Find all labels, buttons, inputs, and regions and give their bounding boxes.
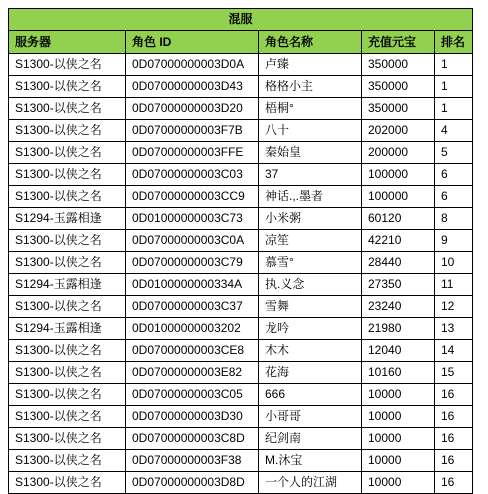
rank-cell: 4	[435, 120, 473, 142]
role-id-cell: 0D07000000003C0A	[126, 230, 259, 252]
role-name-cell: 秦始皇	[259, 142, 362, 164]
role-id-cell: 0D01000000003202	[126, 318, 259, 340]
server-cell: S1300-以侠之名	[9, 120, 126, 142]
recharge-cell: 10000	[362, 472, 435, 494]
role-name-cell: 小米粥	[259, 208, 362, 230]
table-row	[9, 98, 473, 120]
role-name-cell: 格格小主	[259, 76, 362, 98]
table-title: 混服	[9, 9, 473, 31]
recharge-cell: 10000	[362, 450, 435, 472]
recharge-cell: 200000	[362, 142, 435, 164]
server-cell: S1300-以侠之名	[9, 362, 126, 384]
recharge-cell: 10000	[362, 406, 435, 428]
rank-cell: 16	[435, 472, 473, 494]
ranking-table	[8, 8, 473, 494]
table-row	[9, 186, 473, 208]
role-name-cell: 卢臻	[259, 54, 362, 76]
recharge-cell: 12040	[362, 340, 435, 362]
server-cell: S1300-以侠之名	[9, 406, 126, 428]
rank-cell: 5	[435, 142, 473, 164]
table-row	[9, 230, 473, 252]
role-id-cell: 0D07000000003D8D	[126, 472, 259, 494]
table-row	[9, 362, 473, 384]
role-name-cell: 神话.,.墨者	[259, 186, 362, 208]
recharge-cell: 21980	[362, 318, 435, 340]
recharge-cell: 10000	[362, 384, 435, 406]
header-server: 服务器	[9, 31, 126, 54]
recharge-cell: 350000	[362, 76, 435, 98]
role-name-cell: 凉笙	[259, 230, 362, 252]
role-name-cell: 执.义念	[259, 274, 362, 296]
rank-cell: 16	[435, 406, 473, 428]
role-name-cell: 龙吟	[259, 318, 362, 340]
table-row	[9, 76, 473, 98]
server-cell: S1294-玉露相逢	[9, 208, 126, 230]
server-cell: S1300-以侠之名	[9, 472, 126, 494]
table-row	[9, 274, 473, 296]
rank-cell: 10	[435, 252, 473, 274]
table-row	[9, 120, 473, 142]
title-row	[9, 9, 473, 31]
table-row	[9, 340, 473, 362]
role-id-cell: 0D07000000003C03	[126, 164, 259, 186]
role-id-cell: 0D07000000003F7B	[126, 120, 259, 142]
role-id-cell: 0D07000000003C8D	[126, 428, 259, 450]
server-cell: S1294-玉露相逢	[9, 274, 126, 296]
server-cell: S1300-以侠之名	[9, 384, 126, 406]
server-cell: S1300-以侠之名	[9, 76, 126, 98]
server-cell: S1300-以侠之名	[9, 98, 126, 120]
role-id-cell: 0D07000000003E82	[126, 362, 259, 384]
role-name-cell: 雪舞	[259, 296, 362, 318]
server-cell: S1300-以侠之名	[9, 252, 126, 274]
role-id-cell: 0D07000000003D43	[126, 76, 259, 98]
rank-cell: 6	[435, 164, 473, 186]
role-id-cell: 0D07000000003D0A	[126, 54, 259, 76]
role-id-cell: 0D01000000003C73	[126, 208, 259, 230]
header-role-name: 角色名称	[259, 31, 362, 54]
recharge-cell: 10000	[362, 428, 435, 450]
role-name-cell: M.沐宝	[259, 450, 362, 472]
server-cell: S1300-以侠之名	[9, 142, 126, 164]
server-cell: S1294-玉露相逢	[9, 318, 126, 340]
rank-cell: 14	[435, 340, 473, 362]
server-cell: S1300-以侠之名	[9, 186, 126, 208]
role-id-cell: 0D07000000003C79	[126, 252, 259, 274]
rank-cell: 9	[435, 230, 473, 252]
role-id-cell: 0D07000000003CE8	[126, 340, 259, 362]
rank-cell: 8	[435, 208, 473, 230]
rank-cell: 13	[435, 318, 473, 340]
recharge-cell: 350000	[362, 54, 435, 76]
server-cell: S1300-以侠之名	[9, 450, 126, 472]
recharge-cell: 42210	[362, 230, 435, 252]
role-name-cell: 纪剑南	[259, 428, 362, 450]
role-name-cell: 花海	[259, 362, 362, 384]
recharge-cell: 350000	[362, 98, 435, 120]
recharge-cell: 10160	[362, 362, 435, 384]
table-row	[9, 142, 473, 164]
header-row	[9, 31, 473, 54]
header-role-id: 角色 ID	[126, 31, 259, 54]
table-row	[9, 428, 473, 450]
rank-cell: 15	[435, 362, 473, 384]
server-cell: S1300-以侠之名	[9, 296, 126, 318]
role-name-cell: 666	[259, 384, 362, 406]
rank-cell: 12	[435, 296, 473, 318]
table-row	[9, 164, 473, 186]
role-name-cell: 一个人的江湖	[259, 472, 362, 494]
table-row	[9, 450, 473, 472]
rank-cell: 1	[435, 54, 473, 76]
role-id-cell: 0D0100000000334A	[126, 274, 259, 296]
role-id-cell: 0D07000000003F38	[126, 450, 259, 472]
recharge-cell: 60120	[362, 208, 435, 230]
recharge-cell: 23240	[362, 296, 435, 318]
rank-cell: 6	[435, 186, 473, 208]
recharge-cell: 202000	[362, 120, 435, 142]
rank-cell: 16	[435, 450, 473, 472]
table-body	[9, 54, 473, 494]
table-row	[9, 318, 473, 340]
rank-cell: 16	[435, 384, 473, 406]
recharge-cell: 28440	[362, 252, 435, 274]
role-name-cell: 小哥哥	[259, 406, 362, 428]
role-name-cell: 慕雪°	[259, 252, 362, 274]
server-cell: S1300-以侠之名	[9, 54, 126, 76]
table-row	[9, 208, 473, 230]
rank-cell: 11	[435, 274, 473, 296]
role-name-cell: 八十	[259, 120, 362, 142]
role-name-cell: 木木	[259, 340, 362, 362]
header-recharge: 充值元宝	[362, 31, 435, 54]
role-id-cell: 0D07000000003D20	[126, 98, 259, 120]
table-row	[9, 252, 473, 274]
rank-cell: 1	[435, 76, 473, 98]
server-cell: S1300-以侠之名	[9, 428, 126, 450]
rank-cell: 16	[435, 428, 473, 450]
recharge-cell: 100000	[362, 186, 435, 208]
role-id-cell: 0D07000000003C37	[126, 296, 259, 318]
table-row	[9, 472, 473, 494]
rank-cell: 1	[435, 98, 473, 120]
role-id-cell: 0D07000000003D30	[126, 406, 259, 428]
server-cell: S1300-以侠之名	[9, 230, 126, 252]
recharge-cell: 100000	[362, 164, 435, 186]
role-name-cell: 梧桐°	[259, 98, 362, 120]
recharge-cell: 27350	[362, 274, 435, 296]
server-cell: S1300-以侠之名	[9, 340, 126, 362]
table-row	[9, 384, 473, 406]
role-id-cell: 0D07000000003FFE	[126, 142, 259, 164]
table-row	[9, 296, 473, 318]
server-cell: S1300-以侠之名	[9, 164, 126, 186]
role-id-cell: 0D07000000003CC9	[126, 186, 259, 208]
header-rank: 排名	[435, 31, 473, 54]
table-row	[9, 54, 473, 76]
role-name-cell: 37	[259, 164, 362, 186]
table-row	[9, 406, 473, 428]
role-id-cell: 0D07000000003C05	[126, 384, 259, 406]
